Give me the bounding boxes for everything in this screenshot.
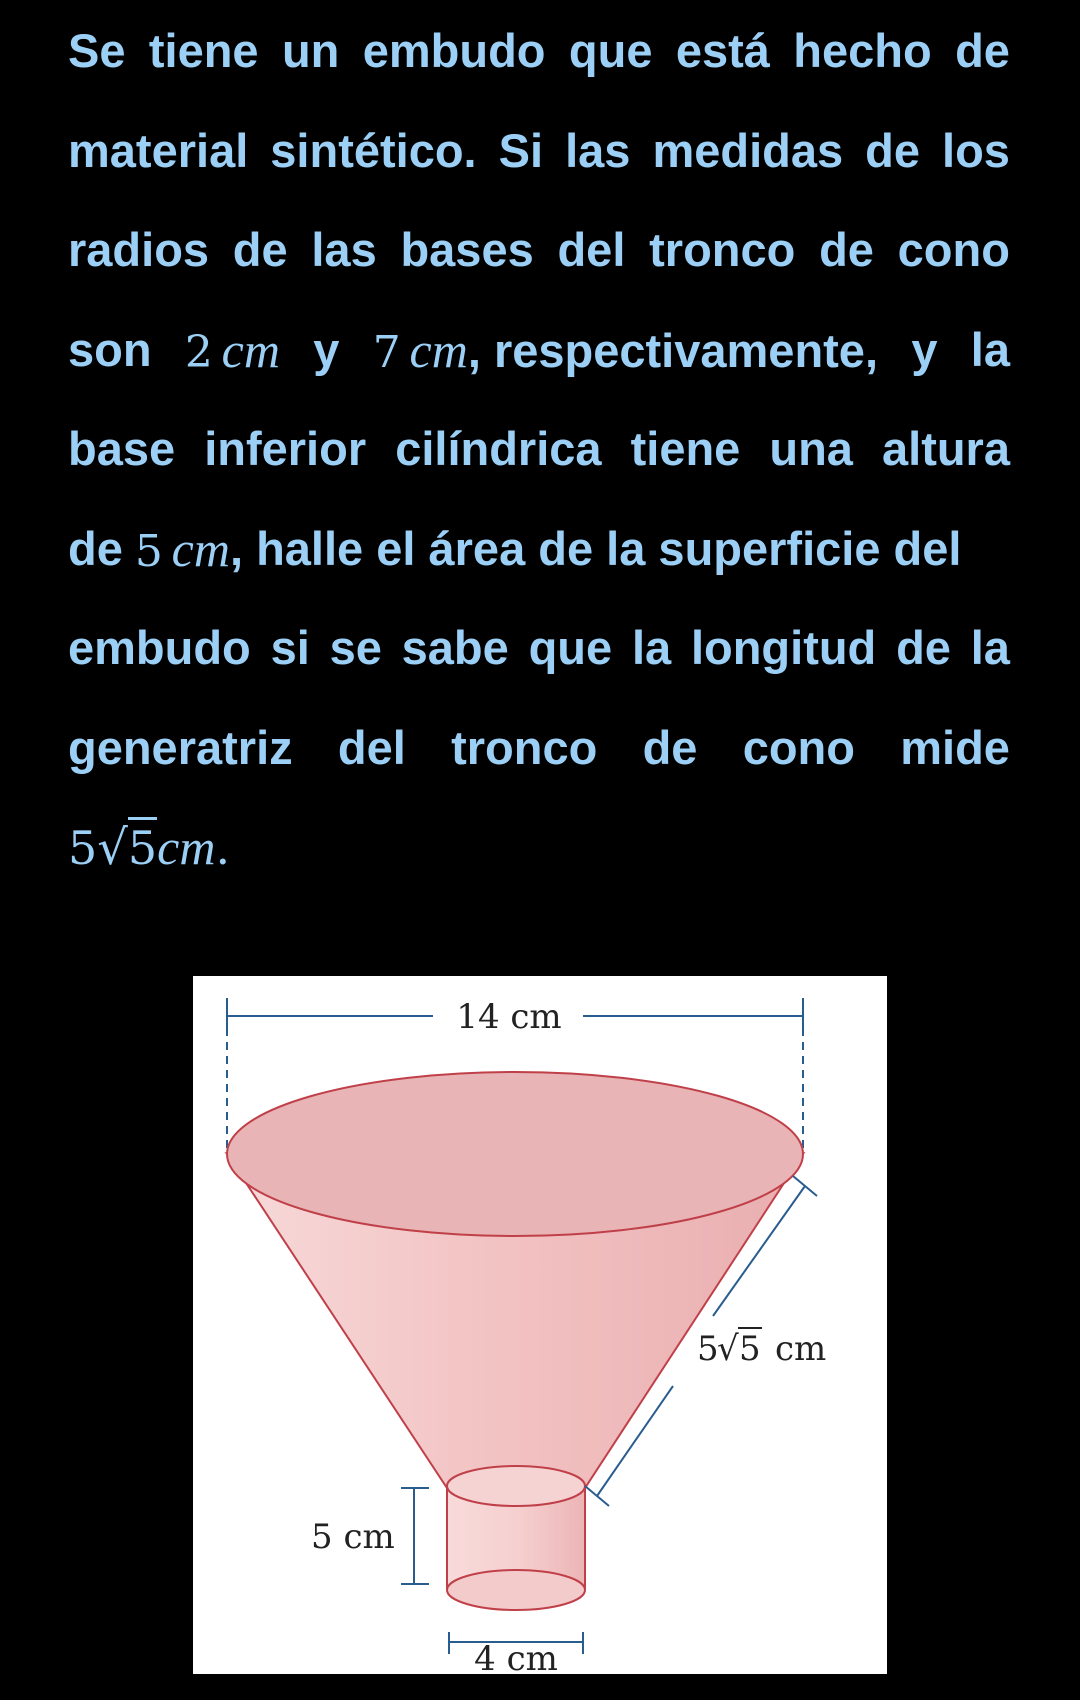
word: la: [970, 621, 1010, 674]
math-unit: cm: [157, 819, 216, 875]
funnel-diagram: [193, 976, 887, 1674]
word: una: [769, 422, 853, 475]
word: tronco: [451, 720, 598, 774]
word: Se: [68, 24, 126, 77]
sqrt-radicand: [128, 797, 157, 899]
word: los: [942, 123, 1010, 177]
sqrt-sign: √: [97, 820, 128, 876]
math-unit: cm: [221, 321, 280, 378]
word: de: [68, 521, 123, 575]
word: son: [68, 322, 152, 376]
word: cilíndrica: [395, 422, 602, 475]
cylinder-top-ellipse: [447, 1466, 585, 1506]
text-line-7: [68, 597, 1010, 697]
text-line-4: [68, 299, 1010, 399]
slant-coef: 5: [697, 1329, 719, 1369]
word: si: [270, 621, 310, 674]
word: generatriz: [68, 720, 293, 774]
math-number: 7: [372, 326, 401, 378]
text-line-5: [68, 398, 1010, 498]
math-coefficient: 5: [68, 821, 98, 875]
funnel-figure: [193, 976, 887, 1674]
word: de: [819, 223, 874, 276]
word: de: [642, 720, 698, 774]
word: cono: [897, 223, 1010, 276]
word: embudo: [362, 24, 546, 77]
period: .: [215, 821, 231, 875]
cylinder-bottom-ellipse: [447, 1570, 585, 1610]
word: la: [631, 621, 672, 674]
slant-tick-top: [793, 1176, 817, 1196]
problem-statement: [68, 0, 1010, 896]
word: altura: [882, 422, 1010, 475]
sentence-part: , halle el área de la superficie del: [229, 521, 962, 575]
slant-unit: cm: [775, 1329, 827, 1369]
math-radius-large: [372, 321, 468, 378]
word: de: [955, 24, 1010, 77]
word: y: [313, 322, 340, 376]
word: cono: [742, 720, 855, 774]
word: tiene: [630, 422, 741, 475]
math-number: 5: [134, 525, 163, 577]
word: longitud: [690, 621, 877, 674]
word: hecho: [793, 24, 932, 77]
word: y: [911, 322, 938, 376]
word: , respectivamente,: [467, 323, 879, 377]
word: tiene: [148, 24, 259, 77]
word: Si: [498, 123, 544, 177]
text-line-9: [68, 796, 1010, 896]
math-number: 2: [184, 326, 213, 378]
word: tronco: [649, 223, 796, 276]
top-diameter-label: 14 cm: [456, 997, 562, 1037]
slant-sqrt-sign: √: [717, 1329, 739, 1369]
word: medidas: [652, 123, 844, 177]
word: la: [970, 322, 1010, 376]
word: las: [311, 223, 377, 276]
math-height: [135, 498, 230, 598]
word: bases: [400, 223, 534, 276]
word: inferior: [204, 422, 367, 475]
math-unit: cm: [171, 520, 230, 577]
radicand-value: 5: [128, 817, 157, 875]
word: de: [232, 223, 288, 276]
word: un: [281, 24, 340, 77]
word: del: [557, 223, 626, 276]
text-line-2: [68, 100, 1010, 200]
word: que: [528, 621, 613, 674]
word: de: [865, 123, 920, 177]
word: radios: [68, 223, 210, 276]
text-line-6: [68, 498, 1010, 598]
text-line-8: [68, 697, 1010, 797]
math-generatrix: [68, 796, 230, 896]
word: mide: [900, 720, 1010, 774]
word: está: [675, 24, 770, 77]
slant-label: [697, 1328, 826, 1369]
word: que: [568, 24, 653, 77]
math-radius-large-group: [373, 299, 878, 399]
math-unit: cm: [409, 321, 468, 378]
word: las: [565, 123, 631, 177]
word: de: [896, 621, 951, 674]
cylinder-height-label: 5 cm: [311, 1517, 395, 1557]
word: material: [68, 123, 249, 177]
word: se: [329, 621, 382, 674]
slant-tick-bottom: [585, 1486, 609, 1506]
word: sintético.: [270, 123, 477, 177]
cone-top-opening: [227, 1072, 803, 1236]
text-line-1: [68, 0, 1010, 100]
slant-radicand: 5: [739, 1329, 761, 1369]
word: embudo: [68, 621, 251, 674]
word: sabe: [401, 621, 509, 674]
text-line-3: [68, 199, 1010, 299]
math-radius-small: [185, 299, 280, 399]
word: base: [68, 422, 176, 475]
bottom-diameter-label: 4 cm: [474, 1639, 558, 1674]
word: del: [337, 720, 406, 774]
